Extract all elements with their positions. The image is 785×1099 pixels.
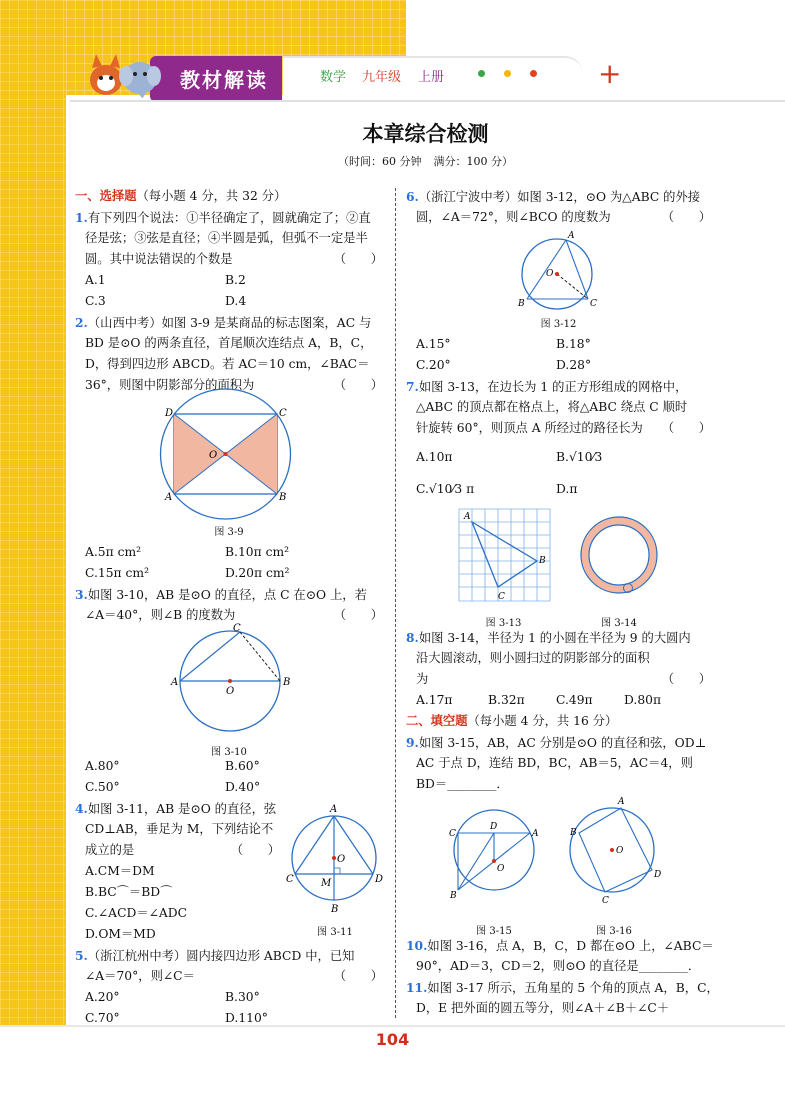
q5-option-c[interactable]: C.70° [85,1011,120,1025]
q4-option-a[interactable]: A.CM＝DM [85,864,155,878]
question-3 [75,584,383,798]
figure-3-11 [287,794,383,946]
f15-label-b: B [450,891,457,901]
q7-option-a[interactable]: A.10π [416,450,453,464]
q2-option-d[interactable]: D.20π cm² [225,566,290,580]
f9-label-o: O [209,450,218,461]
figure-3-9 [75,396,383,538]
green-dot-icon [478,70,485,77]
f12-label-c: C [590,299,597,309]
q8-option-c[interactable]: C.49π [556,693,593,707]
q11-line-2: D，E 把外面的圆五等分，则∠A＋∠B＋∠C＋ [416,1001,670,1015]
q9-number: 9. [406,735,419,750]
question-7 [406,376,711,627]
f9-label-b: B [279,492,287,503]
question-6 [406,186,711,376]
q3-option-a[interactable]: A.80° [85,759,120,773]
f16-label-d: D [654,870,662,880]
question-2 [75,312,383,584]
figure-3-9-drawing [75,396,383,534]
f10-label-o: O [226,686,235,697]
q4-option-b[interactable]: B.BC⌒＝BD⌒ [85,885,173,899]
q3-answer-bracket[interactable]: （ ） [333,608,383,622]
plus-icon: + [598,57,622,90]
q8-option-d[interactable]: D.80π [624,693,662,707]
figure-3-16-caption: 图 3-16 [596,926,632,937]
header-subject: 数学 [320,70,347,85]
figure-3-14-caption: 图 3-14 [601,618,637,629]
q1-answer-bracket[interactable]: （ ） [333,252,383,266]
q2-option-b[interactable]: B.10π cm² [225,545,290,559]
mascot-icon [84,52,164,100]
q7-option-b[interactable]: B.√10⁄3 [556,450,603,464]
q3-line-1: 如图 3-10，AB 是⊙O 的直径，点 C 在⊙O 上，若 [87,588,367,602]
q8-option-b[interactable]: B.32π [488,693,525,707]
q4-option-c[interactable]: C.∠ACD＝∠ADC [85,906,188,920]
q4-answer-bracket[interactable]: （ ） [230,843,280,857]
f11-label-b: B [331,904,339,915]
q2-option-a[interactable]: A.5π cm² [85,545,142,559]
q6-option-a[interactable]: A.15° [416,337,451,351]
f15-label-a: A [532,829,539,839]
q10-line-1: 如图 3-16，点 A，B，C，D 都在⊙O 上，∠ABC＝ [427,939,714,953]
section2-header [406,711,711,732]
f9-label-d: D [165,408,174,419]
figure-3-11-caption: 图 3-11 [317,927,353,938]
q7-line-2: △ABC 的顶点都在格点上，将△ABC 绕点 C 顺时 [416,400,688,414]
figure-3-12 [406,228,711,328]
figures-3-13-3-14 [406,505,711,627]
f9-label-a: A [165,492,173,503]
right-column [406,186,719,1019]
time-limit: （时间：60 分钟 [338,155,422,168]
f15-label-d: D [490,822,498,832]
q5-option-b[interactable]: B.30° [225,990,260,1004]
q7-option-d[interactable]: D.π [556,482,578,496]
figure-3-13-drawing [406,505,711,613]
q6-option-d[interactable]: D.28° [556,358,592,372]
figure-3-10 [75,623,383,758]
q10-line-2[interactable]: 90°，AD＝3，CD＝2，则⊙O 的直径是________． [416,959,701,973]
f16-label-o: O [616,846,624,856]
q1-number: 1. [75,210,88,225]
left-grid-strip [0,0,66,1025]
q2-line-1: （山西中考）如图 3-9 是某商品的标志图案，AC 与 [87,316,372,330]
f11-label-c: C [286,874,294,885]
q2-number: 2. [75,315,88,330]
q7-line-1: 如图 3-13，在边长为 1 的正方形组成的网格中， [418,380,688,394]
q7-line-3: 针旋转 60°，则顶点 A 所经过的路径长为 [416,421,643,435]
question-8 [406,627,711,711]
q8-answer-bracket[interactable]: （ ） [661,672,711,686]
section1-header [75,186,383,207]
question-5 [75,945,383,1029]
question-1 [75,207,383,312]
section1-note: （每小题 4 分，共 32 分） [136,189,287,203]
figure-3-15-caption: 图 3-15 [476,926,512,937]
f10-label-b: B [283,677,291,688]
q1-option-a[interactable]: A.1 [85,273,106,287]
f15-label-c: C [449,829,456,839]
q1-option-c[interactable]: C.3 [85,294,106,308]
figure-3-15-drawing [406,795,711,919]
q10-number: 10. [406,938,428,953]
f11-label-d: D [375,874,384,885]
figure-3-12-caption: 图 3-12 [540,319,577,330]
f15-label-o: O [497,864,505,874]
q8-line-3: 为 [416,672,429,686]
question-4 [75,798,383,945]
q3-line-2: ∠A＝40°，则∠B 的度数为 [85,608,236,622]
q5-line-1: （浙江杭州中考）圆内接四边形 ABCD 中，已知 [87,949,355,963]
q4-line-3: 成立的是 [85,843,135,857]
column-divider [395,188,396,1018]
q5-option-d[interactable]: D.110° [225,1011,268,1025]
question-11 [406,977,719,1019]
q5-number: 5. [75,948,88,963]
header-rule [70,100,785,102]
f16-label-b: B [570,828,577,838]
footer-rule [0,1025,785,1027]
banner-text: 教材解读 [180,68,268,92]
f10-label-a: A [171,677,179,688]
q4-line-1: 如图 3-11，AB 是⊙O 的直径，弦 [87,802,277,816]
section2-note: （每小题 4 分，共 16 分） [467,714,618,728]
f12-label-a: A [568,231,575,241]
figure-3-9-caption: 图 3-9 [214,527,244,538]
red-dot-icon [530,70,537,77]
figure-3-13-caption: 图 3-13 [485,618,522,629]
page-title: 本章综合检测 [362,122,489,146]
q3-number: 3. [75,587,88,602]
q1-option-d[interactable]: D.4 [225,294,247,308]
q6-answer-bracket[interactable]: （ ） [661,210,711,224]
f11-label-a: A [330,804,338,815]
q2-line-3: D，得到四边形 ABCD。若 AC＝10 cm，∠BAC＝ [85,357,370,371]
q5-answer-bracket[interactable]: （ ） [333,969,383,983]
q6-line-2: 圆，∠A＝72°，则∠BCO 的度数为 [416,210,611,224]
f10-label-c: C [233,623,241,634]
q6-option-b[interactable]: B.18° [556,337,591,351]
q4-line-2: CD⊥AB，垂足为 M，下列结论不 [85,822,274,836]
q3-option-b[interactable]: B.60° [225,759,260,773]
yellow-dot-icon [504,70,511,77]
q8-line-2: 沿大圆滚动，则小圆扫过的阴影部分的面积 [416,651,650,665]
question-10 [406,935,714,977]
q4-option-d[interactable]: D.OM＝MD [85,927,156,941]
q9-line-2: AC 于点 D，连结 BD，BC，AB＝5，AC＝4，则 [416,756,693,770]
q4-number: 4. [75,801,88,816]
q9-line-3[interactable]: BD＝________． [416,777,509,791]
f12-label-o: O [546,269,554,279]
f13-label-b: B [539,556,546,566]
figure-3-10-caption: 图 3-10 [211,747,247,758]
q6-option-c[interactable]: C.20° [416,358,451,372]
f16-label-c: C [602,896,609,906]
f13-label-a: A [464,512,471,522]
figure-3-10-drawing [75,623,383,754]
figure-3-11-drawing [287,794,383,934]
q1-line-2: 径是弦；③弦是直径；④半圆是弧，但弧不一定是半 [85,231,368,245]
q8-option-a[interactable]: A.17π [416,693,453,707]
f11-label-o: O [337,854,346,865]
full-score: 满分：100 分） [433,155,513,168]
figure-3-12-drawing [406,228,711,320]
section2-label: 二、填空题 [406,714,468,728]
left-column [75,186,383,1029]
figures-3-15-3-16 [406,795,711,935]
q6-number: 6. [406,189,419,204]
q1-option-b[interactable]: B.2 [225,273,246,287]
page-subtitle [66,153,785,169]
q7-answer-bracket[interactable]: （ ） [661,421,711,435]
f11-label-m: M [321,878,332,889]
q8-number: 8. [406,630,419,645]
header-volume: 上册 [418,70,445,85]
page-number: 104 [375,1030,410,1049]
q7-number: 7. [406,379,419,394]
q1-line-1: 有下列四个说法：①半径确定了，圆就确定了；②直 [87,211,371,225]
q7-option-c[interactable]: C.√10⁄3 π [416,482,475,496]
q2-line-4: 36°，则图中阴影部分的面积为 [85,378,255,392]
q6-line-1: （浙江宁波中考）如图 3-12，⊙O 为△ABC 的外接 [418,190,701,204]
question-9 [406,732,711,935]
q5-line-2: ∠A＝70°，则∠C＝ [85,969,195,983]
f16-label-a: A [618,797,625,807]
section1-label: 一、选择题 [75,189,137,203]
f12-label-b: B [518,299,525,309]
header-grade: 九年级 [362,70,402,85]
q11-line-1: 如图 3-17 所示，五角星的 5 个角的顶点 A，B，C， [427,981,719,995]
f13-label-c: C [498,592,505,602]
f9-label-c: C [279,408,287,419]
q11-number: 11. [406,980,428,995]
q2-option-c[interactable]: C.15π cm² [85,566,149,580]
q8-line-1: 如图 3-14，半径为 1 的小圆在半径为 9 的大圆内 [418,631,691,645]
q3-option-d[interactable]: D.40° [225,780,261,794]
q2-line-2: BD 是⊙O 的两条直径，首尾顺次连结点 A，B，C， [85,336,373,350]
q1-line-3: 圆。其中说法错误的个数是 [85,252,233,266]
q3-option-c[interactable]: C.50° [85,780,120,794]
q2-answer-bracket[interactable]: （ ） [333,378,383,392]
header-banner [150,56,282,102]
q5-option-a[interactable]: A.20° [85,990,120,1004]
q9-line-1: 如图 3-15，AB，AC 分别是⊙O 的直径和弦，OD⊥ [418,736,707,750]
